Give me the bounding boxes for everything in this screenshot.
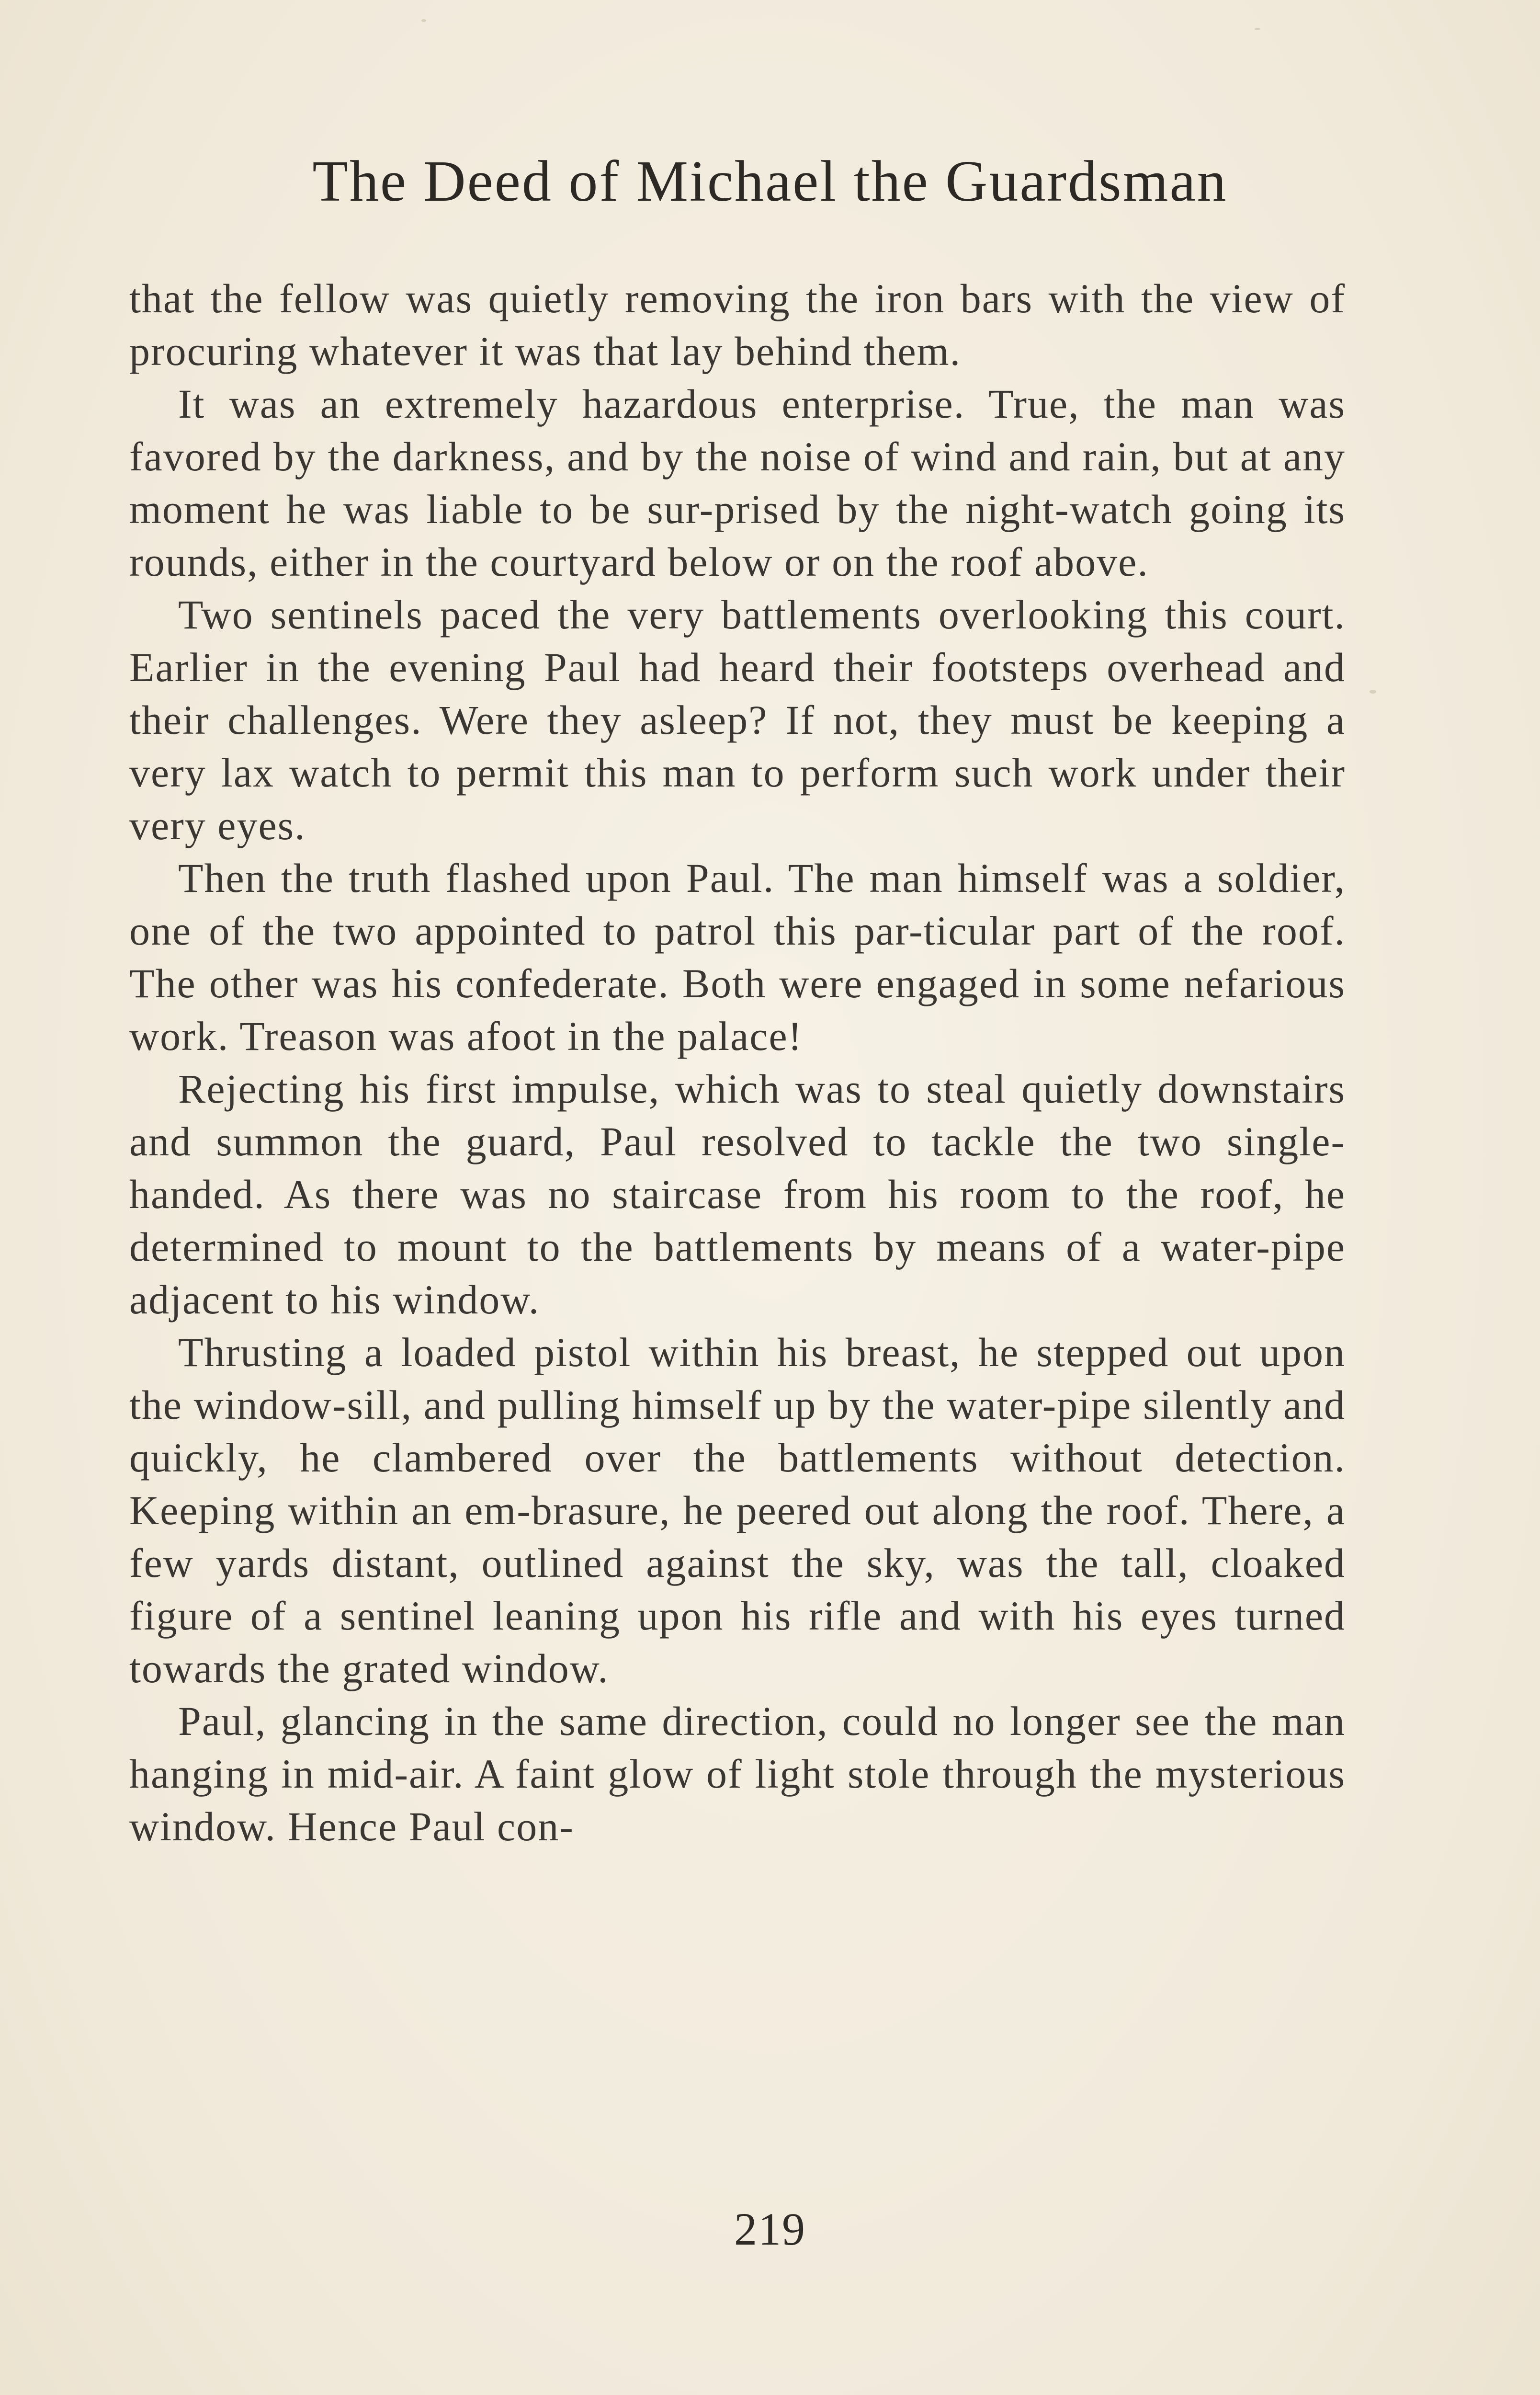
paragraph: Then the truth flashed upon Paul. The man himself was a soldier, one of the two appointed to patrol this par-ticular part of the roof. The other was his confederate. Both were engaged in some nefarious work. Treason was afoot in the palace! <box>129 855 1346 1059</box>
paper-speck <box>1370 690 1376 694</box>
running-head: The Deed of Michael the Guardsman <box>312 149 1228 214</box>
paragraph: Thrusting a loaded pistol within his breast, he stepped out upon the window-sill, and pulling himself up by the water-pipe silently and quickly, he clambered over the battlements without detection. Keeping within an em-brasure, he peered out along the roof. There, a few yards distant, outlined against the sky, was the tall, cloaked figure of a sentinel leaning upon his rifle and with his eyes turned towards the grated window. <box>129 1329 1346 1691</box>
paragraph: Paul, glancing in the same direction, could no longer see the man hanging in mid-air. A faint glow of light stole through the mysterious window. Hence Paul con- <box>129 1698 1346 1849</box>
paragraph: It was an extremely hazardous enterprise. True, the man was favored by the darkness, and by the noise of wind and rain, but at any moment he was liable to be sur-prised by the night-watch going its rounds, either in the courtyard below or on the roof above. <box>129 381 1346 585</box>
paragraph-continued: that the fellow was quietly removing the iron bars with the view of procuring whatever it was that lay behind them. <box>129 275 1346 374</box>
paper-speck <box>421 19 426 22</box>
paragraph: Two sentinels paced the very battlements overlooking this court. Earlier in the evening Paul had heard their footsteps overhead and their challenges. Were they asleep? If not, they must be keeping a very lax watch to permit this man to perform such work under their very eyes. <box>129 592 1346 848</box>
paragraph: Rejecting his first impulse, which was to steal quietly downstairs and summon the guard, Paul resolved to tackle the two single-handed. As there was no staircase from his room to the roof, he determined to mount to the battlements by means of a water-pipe adjacent to his window. <box>129 1066 1346 1323</box>
body-text <box>129 272 1346 1853</box>
page-number: 219 <box>734 2203 806 2255</box>
paper-speck <box>1255 28 1260 30</box>
